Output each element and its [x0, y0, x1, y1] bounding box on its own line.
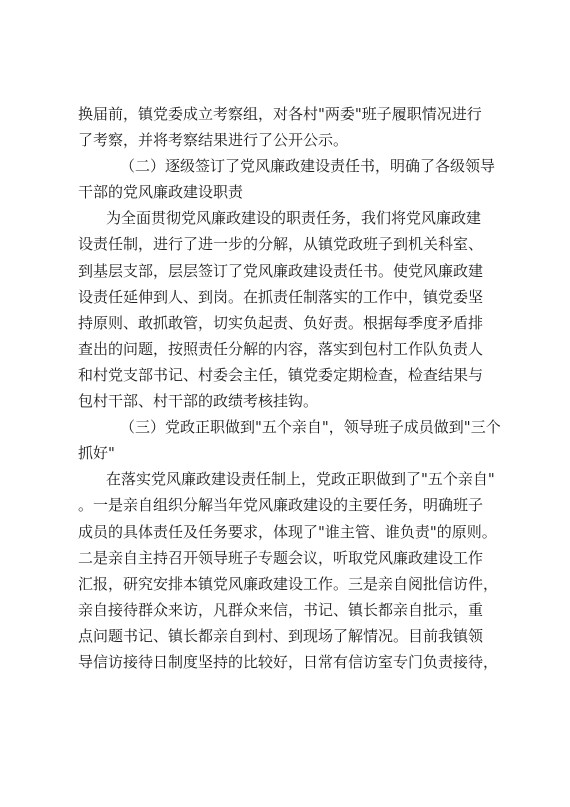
text-line: 点问题书记、镇长都亲自到村、到现场了解情况。目前我镇领 [78, 626, 484, 645]
text-line: 查出的问题，按照责任分解的内容，落实到包村工作队负责人 [78, 339, 484, 358]
document-body [78, 101, 501, 675]
section-heading-continued: 干部的党风廉政建设职责 [78, 183, 244, 202]
text-line: 换届前，镇党委成立考察组，对各村"两委"班子履职情况进行 [78, 105, 482, 123]
text-line: 。一是亲自组织分解当年党风廉政建设的主要任务，明确班子 [78, 496, 484, 515]
paragraph-first-line: 在落实党风廉政建设责任制上，党政正职做到了"五个亲自" [106, 470, 495, 489]
text-line: 和村党支部书记、村委会主任，镇党委定期检查，检查结果与 [78, 365, 484, 384]
section-heading: （二）逐级签订了党风廉政建设责任书，明确了各级领导 [120, 157, 496, 176]
text-line: 汇报，研究安排本镇党风廉政建设工作。三是亲自阅批信访件， [78, 574, 499, 593]
text-line: 亲自接待群众来访，凡群众来信，书记、镇长都亲自批示，重 [78, 600, 484, 619]
text-line: 导信访接待日制度坚持的比较好，日常有信访室专门负责接待， [78, 652, 499, 671]
paragraph-first-line: 为全面贯彻党风廉政建设的职责任务，我们将党风廉政建 [106, 209, 482, 228]
text-line: 了考察，并将考察结果进行了公开公示。 [78, 131, 349, 150]
text-line: 成员的具体责任及任务要求，体现了"谁主管、谁负责"的原则。 [78, 522, 497, 541]
text-line: 持原则、敢抓敢管，切实负起责、负好责。根据每季度矛盾排 [78, 313, 484, 332]
text-line: 设责任延伸到人、到岗。在抓责任制落实的工作中，镇党委坚 [78, 287, 484, 306]
text-line: 到基层支部，层层签订了党风廉政建设责任书。使党风廉政建 [78, 261, 484, 280]
section-heading-continued: 抓好" [78, 444, 115, 463]
section-heading: （三）党政正职做到"五个亲自"，领导班子成员做到"三个 [120, 418, 501, 437]
text-line: 设责任制，进行了进一步的分解，从镇党政班子到机关科室、 [78, 235, 484, 254]
text-line: 二是亲自主持召开领导班子专题会议，听取党风廉政建设工作 [78, 548, 484, 567]
text-line: 包村干部、村干部的政绩考核挂钩。 [78, 392, 319, 411]
